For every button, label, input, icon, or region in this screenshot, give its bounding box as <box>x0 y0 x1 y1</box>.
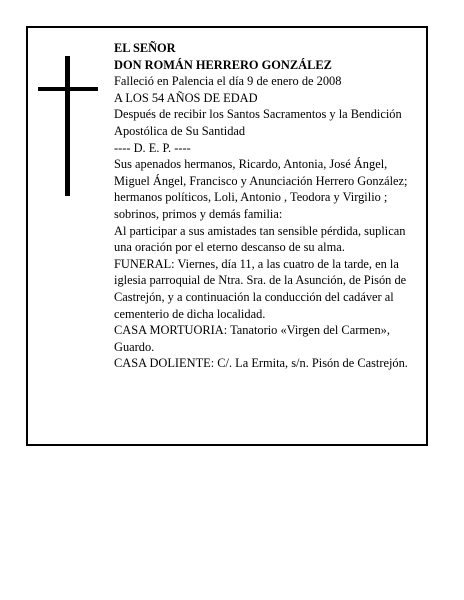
age-info: A LOS 54 AÑOS DE EDAD <box>114 90 258 105</box>
death-info: Falleció en Palencia el día 9 de enero de 2008 <box>114 74 342 89</box>
home-info: CASA DOLIENTE: C/. La Ermita, s/n. Pisón de Castrejón. <box>114 356 408 371</box>
cross-icon <box>38 56 98 196</box>
funeral-info: FUNERAL: Viernes, día 11, a las cuatro de la tarde, en la iglesia parroquial de Ntra. Sra. de la Asunción, de Pisón de Castrejón, y a continuación la conducción del cadáver al cementerio de dicha localidad. <box>114 256 407 321</box>
sacraments-info: Después de recibir los Santos Sacramentos y la Bendición Apostólica de Su Santidad <box>114 107 402 138</box>
notice-text <box>114 40 424 372</box>
mortuary-info: CASA MORTUORIA: Tanatorio «Virgen del Carmen», Guardo. <box>114 323 390 354</box>
title-line: EL SEÑOR <box>114 41 176 55</box>
deceased-name: DON ROMÁN HERRERO GONZÁLEZ <box>114 57 332 72</box>
cross-vertical-bar <box>65 56 70 196</box>
prayer-request: Al participar a sus amistades tan sensible pérdida, suplican una oración por el eterno descanso de su alma. <box>114 223 406 255</box>
cross-horizontal-bar <box>38 87 98 91</box>
family-info: Sus apenados hermanos, Ricardo, Antonia, José Ángel, Miguel Ángel, Francisco y Anunciación Herrero González; hermanos políticos, Loli, Antonio , Teodora y Virgilio ; sobrinos, primos y demás familia: <box>114 157 408 221</box>
rip-line: ---- D. E. P. ---- <box>114 140 191 155</box>
